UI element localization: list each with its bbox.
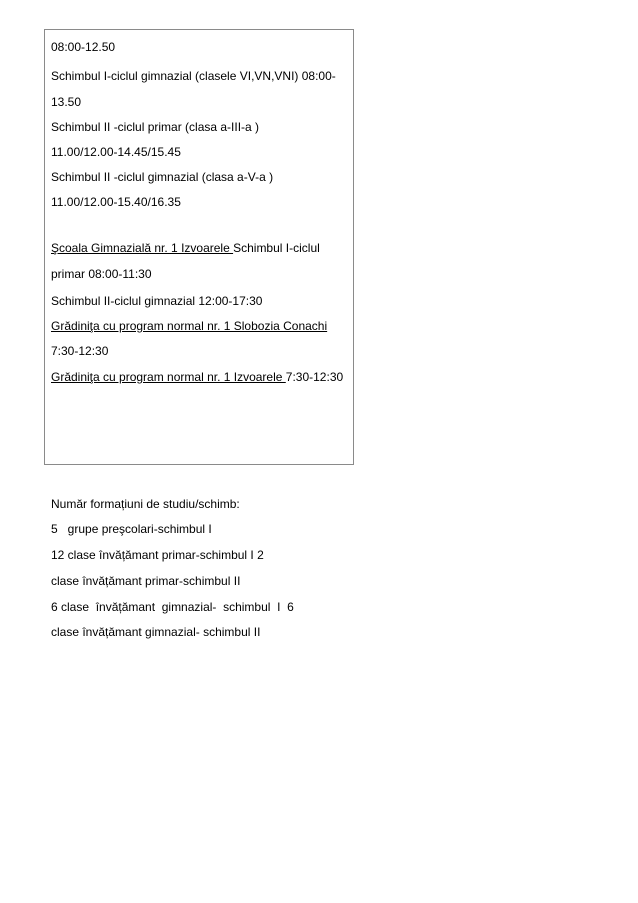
formations-line: 6 clase învățămant gimnazial- schimbul I 6 xyxy=(51,600,294,614)
schedule-line: 11.00/12.00-14.45/15.45 xyxy=(51,145,181,159)
schedule-line: 11.00/12.00-15.40/16.35 xyxy=(51,195,181,209)
school2-gymnasium-hours: Schimbul II-ciclul gimnazial 12:00-17:30 xyxy=(51,294,263,308)
formations-line: 5 grupe preşcolari-schimbul I xyxy=(51,522,212,536)
schedule-line: 13.50 xyxy=(51,95,82,109)
schedule-line: Schimbul II -ciclul primar (clasa a-III-a ) xyxy=(51,120,260,134)
school2-name: Şcoala Gimnazială nr. 1 Izvoarele xyxy=(51,241,234,255)
school2-shift-label: Schimbul I-ciclul xyxy=(233,241,320,255)
kinder2-name: Grădiniţa cu program normal nr. 1 Izvoarele xyxy=(51,370,286,384)
kinder2-hours: 7:30-12:30 xyxy=(285,370,344,384)
kinder1-hours: 7:30-12:30 xyxy=(51,344,109,358)
schedule-line: Schimbul II -ciclul gimnazial (clasa a-V-a ) xyxy=(51,170,274,184)
formations-line: 12 clase învățămant primar-schimbul I 2 xyxy=(51,548,264,562)
school2-primary-hours: primar 08:00-11:30 xyxy=(51,267,152,281)
kinder2-line xyxy=(51,370,343,384)
formations-heading: Număr formațiuni de studiu/schimb: xyxy=(51,497,240,511)
kinder1-name: Grădiniţa cu program normal nr. 1 Slobozia Conachi xyxy=(51,319,328,333)
formations-line: clase învățămant primar-schimbul II xyxy=(51,574,241,588)
school2-line xyxy=(51,241,320,255)
schedule-line: Schimbul I-ciclul gimnazial (clasele VI,VN,VNI) 08:00- xyxy=(51,69,336,83)
formations-line: clase învățămant gimnazial- schimbul II xyxy=(51,625,261,639)
schedule-line: 08:00-12.50 xyxy=(51,40,116,54)
